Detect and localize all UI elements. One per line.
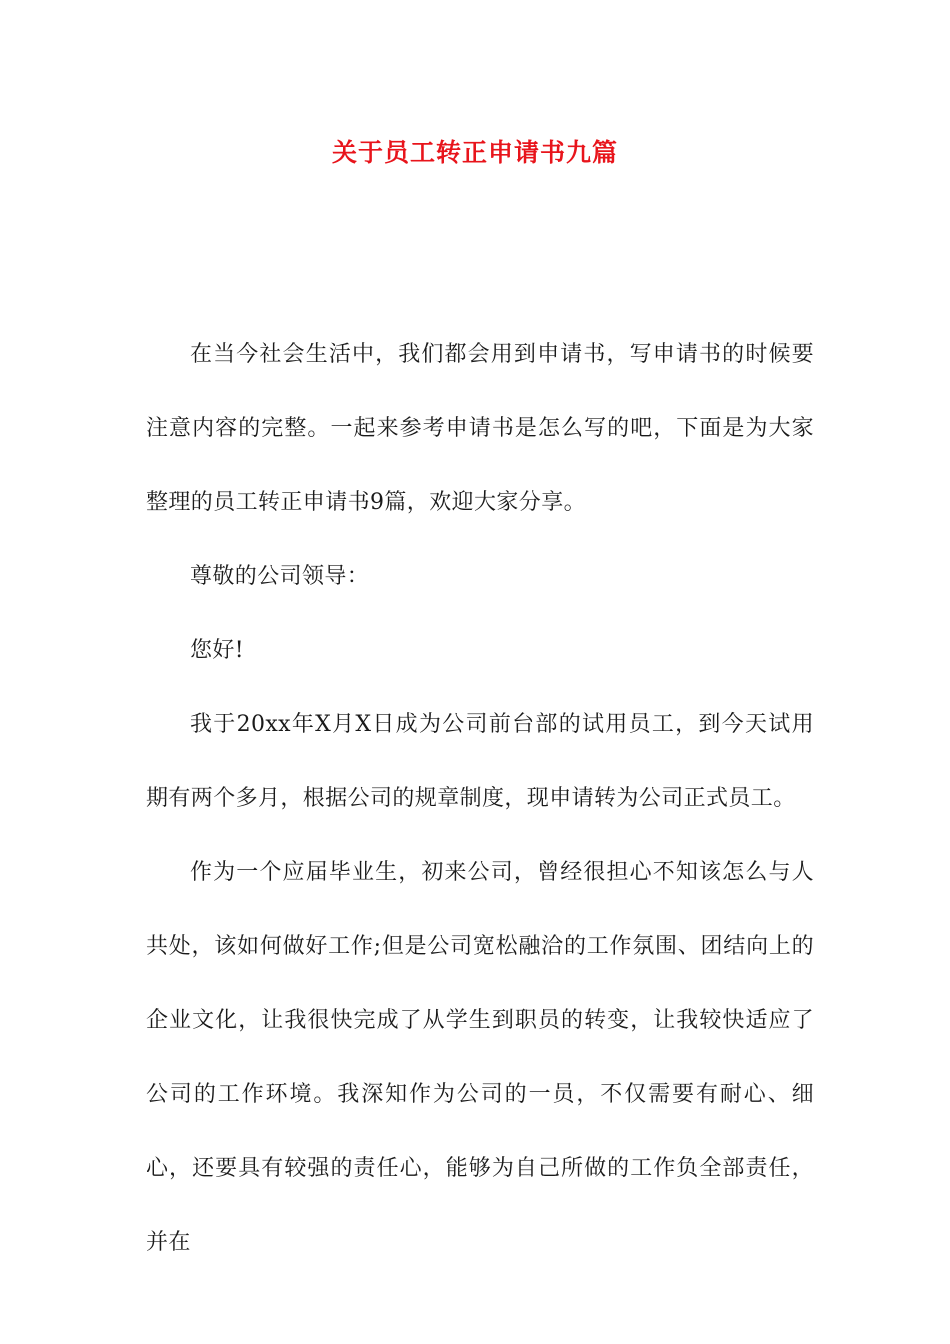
paragraph-salutation: 尊敬的公司领导： [190, 564, 370, 589]
document-title: 关于员工转正申请书九篇 [331, 138, 618, 167]
paragraph-experience: 作为一个应届毕业生，初来公司，曾经很担心不知该怎么与人共处，该如何做好工作;但是公司宽松融洽的工作氛围、团结向上的企业文化，让我很快完成了从学生到职员的转变，让我较快适应了公司的工作环境。我深知作为公司的一员，不仅需要有耐心、细心，还要具有较强的责任心，能够为自己所做的工作负全部责任，并在 [146, 860, 814, 1255]
paragraph-intro: 在当今社会生活中，我们都会用到申请书，写申请书的时候要注意内容的完整。一起来参考申请书是怎么写的吧，下面是为大家整理的员工转正申请书9篇，欢迎大家分享。 [146, 342, 814, 515]
paragraph-greeting: 您好! [190, 638, 245, 663]
document-body [146, 318, 814, 1280]
paragraph-application: 我于20xx年X月X日成为公司前台部的试用员工，到今天试用期有两个多月，根据公司的规章制度，现申请转为公司正式员工。 [146, 712, 814, 811]
